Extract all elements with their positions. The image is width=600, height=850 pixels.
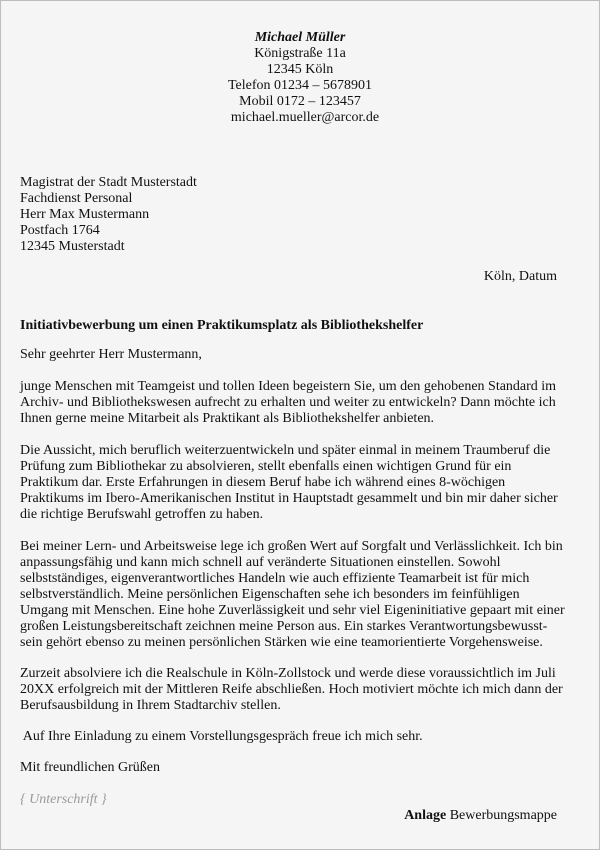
recipient-line: 12345 Musterstadt <box>20 239 125 254</box>
text-line: Die Aussicht, mich beruflich weiterzuentwickeln und später einmal in meinem Traumberuf die <box>20 443 551 458</box>
recipient-line: Magistrat der Stadt Musterstadt <box>20 175 197 190</box>
paragraph-3 <box>20 539 565 651</box>
recipient-line: Postfach 1764 <box>20 223 100 238</box>
text-line: anpassungsfähig und kann mich schnell auf veränderte Situationen einstellen. Sowohl <box>20 555 501 570</box>
recipient-line: Herr Max Mustermann <box>20 207 150 222</box>
text-line: Praktikum dar. Erste Erfahrungen in diesem Beruf habe ich während eines 8-wöchigen <box>20 475 506 490</box>
greeting: Sehr geehrter Herr Mustermann, <box>20 347 202 362</box>
text-line: großen Leistungsbereitschaft zeichnen meine Person aus. Ein starkes Verantwortungsbewusst- <box>20 619 548 634</box>
paragraph-1 <box>20 379 556 427</box>
sender-city: 12345 Köln <box>266 62 334 77</box>
signature-placeholder: { Unterschrift } <box>20 792 107 807</box>
text-line: Ihnen gerne meine Mitarbeit als Praktikant als Bibliothekshelfer anbieten. <box>20 411 435 426</box>
text-line: Berufsausbildung in Ihrem Stadtarchiv stellen. <box>20 698 281 713</box>
invitation-line: Auf Ihre Einladung zu einem Vorstellungsgespräch freue ich mich sehr. <box>20 729 423 744</box>
text-line: Archiv- und Bibliothekswesen aufrecht zu erhalten und weiter zu entwickeln? Dann möchte ich <box>20 395 556 410</box>
text-line: Zurzeit absolviere ich die Realschule in Köln-Zollstock und werde diese voraussichtlich im Juli <box>20 666 556 681</box>
sender-phone: Telefon 01234 – 5678901 <box>227 78 373 93</box>
attachment-value: Bewerbungsmappe <box>449 808 557 823</box>
text-line: Umgang mit Menschen. Eine hohe Zuverlässigkeit und sehr viel Eigeninitiative gepaart mit einer <box>20 603 565 618</box>
place-date: Köln, Datum <box>483 269 557 284</box>
sender-block <box>0 30 600 126</box>
attachment-label: Anlage <box>404 808 447 823</box>
text-line: die richtige Berufswahl getroffen zu haben. <box>20 507 264 522</box>
text-line: junge Menschen mit Teamgeist und tollen Ideen begeistern Sie, um den gehobenen Standard im <box>20 379 557 394</box>
text-line: selbstständiges, eigenverantwortliches Handeln wie auch effiziente Teamarbeit ist für mich <box>20 571 530 586</box>
sender-street: Königstraße 11a <box>254 46 346 61</box>
recipient-block <box>20 175 197 255</box>
closing: Mit freundlichen Grüßen <box>20 760 160 775</box>
sender-email: michael.mueller@arcor.de <box>230 110 380 125</box>
attachment-line <box>404 808 557 824</box>
text-line: sein gehört ebenso zu meinen persönlichen Stärken wie eine teamorientierte Vorgehensweise. <box>20 635 543 650</box>
text-line: Prüfung zum Bibliothekar zu absolvieren, stellt ebenfalls einen wichtigen Grund für ein <box>20 459 512 474</box>
text-line: Praktikums im Ibero-Amerikanischen Institut in Hauptstadt gesammelt und bin mir daher sicher <box>20 491 558 506</box>
sender-mobile: Mobil 0172 – 123457 <box>239 94 361 109</box>
paragraph-4 <box>20 666 563 714</box>
paragraph-2 <box>20 443 558 523</box>
text-line: 20XX erfolgreich mit der Mittleren Reife abschließen. Hoch motiviert möchte ich mich dann der <box>20 682 563 697</box>
text-line: Bei meiner Lern- und Arbeitsweise lege ich großen Wert auf Sorgfalt und Verlässlichkeit. Ich bin <box>20 539 563 554</box>
sender-name: Michael Müller <box>254 30 346 45</box>
subject-line: Initiativbewerbung um einen Praktikumsplatz als Bibliothekshelfer <box>20 318 424 333</box>
recipient-line: Fachdienst Personal <box>20 191 133 206</box>
text-line: selbstverständlich. Meine persönlichen Eigenschaften sehe ich besonders im feinfühligen <box>20 587 520 602</box>
